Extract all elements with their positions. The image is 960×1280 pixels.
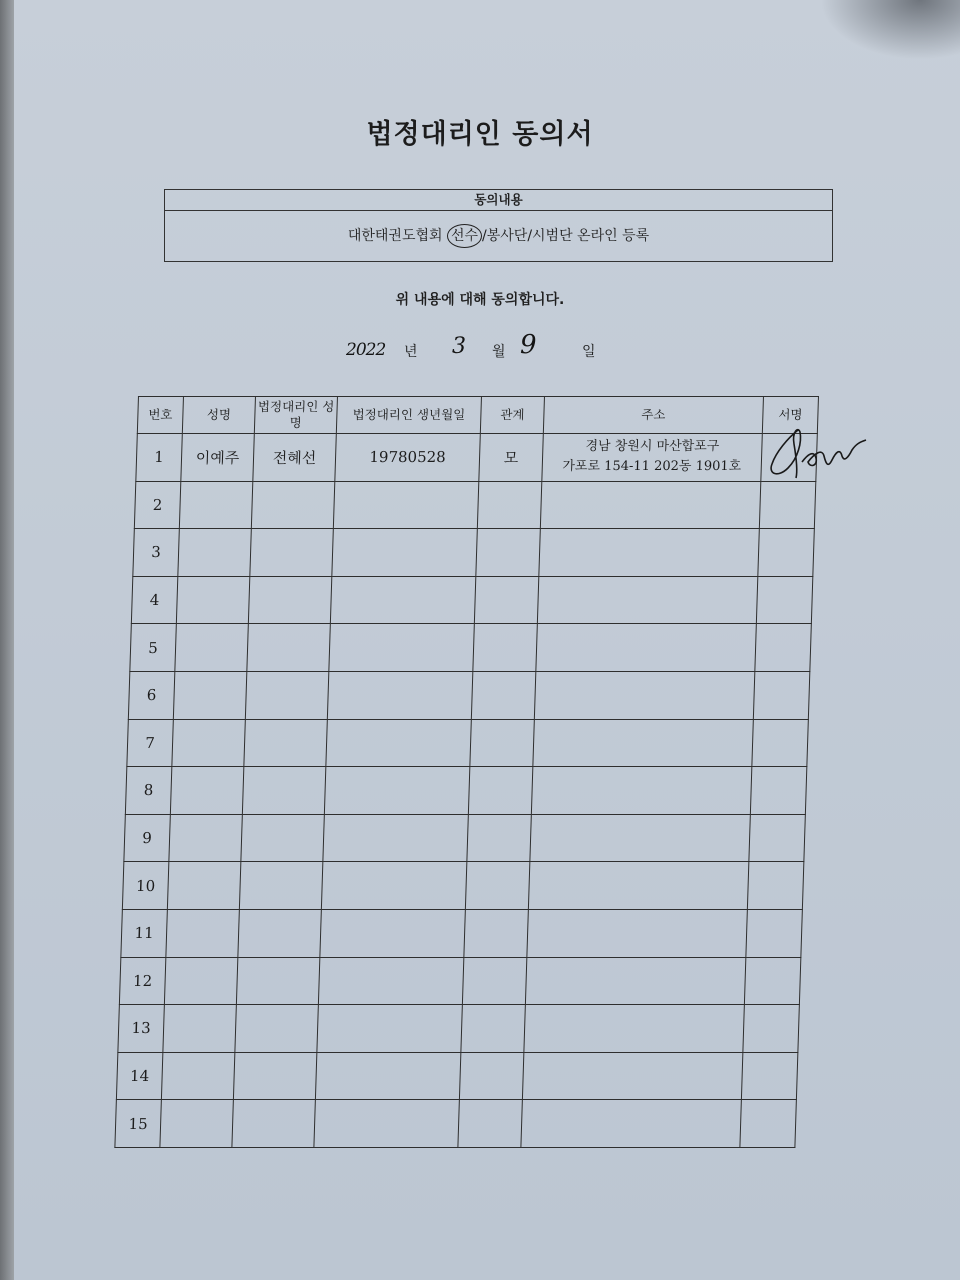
cell-guardian-birth (321, 862, 466, 910)
cell-address (537, 576, 757, 624)
cell-guardian-birth (323, 814, 468, 862)
cell-number: 3 (133, 529, 179, 577)
cell-guardian-birth (332, 529, 477, 577)
cell-signature (753, 671, 809, 719)
cell-name (176, 576, 249, 624)
header-number: 번호 (137, 397, 183, 434)
cell-relation (474, 576, 538, 624)
cell-address (521, 1100, 741, 1148)
page-edge-shadow (0, 0, 14, 1280)
cell-guardian-birth (327, 671, 472, 719)
cell-guardian-birth (314, 1100, 459, 1148)
cell-address (539, 529, 759, 577)
date-month-label: 월 (492, 344, 506, 360)
agree-statement: 위 내용에 대해 동의합니다. (395, 292, 565, 308)
cell-relation (471, 671, 535, 719)
cell-guardian-name (238, 909, 321, 957)
cell-address (522, 1052, 742, 1100)
cell-relation: 모 (479, 434, 543, 482)
cell-signature (749, 814, 805, 862)
consent-header: 동의내용 (165, 190, 832, 211)
cell-guardian-birth (330, 576, 475, 624)
cell-number: 12 (119, 957, 165, 1005)
date-day-value: 9 (520, 330, 537, 360)
table-row (134, 481, 815, 529)
table-row (118, 1005, 799, 1053)
cell-number: 15 (115, 1100, 161, 1148)
table-row (128, 671, 809, 719)
consent-content (165, 211, 832, 261)
cell-relation (473, 624, 537, 672)
cell-address (542, 434, 762, 482)
cell-address (527, 909, 747, 957)
cell-relation (461, 1005, 525, 1053)
cell-signature (740, 1100, 796, 1148)
table-row (131, 576, 812, 624)
cell-number: 1 (136, 434, 182, 482)
cell-name (166, 909, 239, 957)
cell-signature (746, 909, 802, 957)
cell-name (173, 671, 246, 719)
cell-guardian-name (239, 862, 322, 910)
cell-number: 7 (127, 719, 173, 767)
cell-guardian-birth (315, 1052, 460, 1100)
cell-address (528, 862, 748, 910)
table-row (136, 434, 817, 482)
cell-guardian-name (241, 814, 324, 862)
cell-relation (458, 1100, 522, 1148)
table-row (121, 909, 802, 957)
cell-address (540, 481, 760, 529)
cell-signature (744, 957, 800, 1005)
cell-number: 14 (116, 1052, 162, 1100)
header-address: 주소 (543, 397, 763, 434)
cell-address (525, 957, 745, 1005)
cell-guardian-birth (320, 909, 465, 957)
cell-name (178, 529, 251, 577)
cell-guardian-name (248, 576, 331, 624)
cell-relation (470, 719, 534, 767)
table-row (115, 1100, 796, 1148)
date-day-label: 일 (582, 344, 596, 360)
cell-guardian-name (251, 481, 334, 529)
circled-option: 선수 (447, 224, 482, 248)
header-guardian-name: 법정대리인 성명 (254, 397, 337, 434)
cell-signature (750, 767, 806, 815)
document-title: 법정대리인 동의서 (366, 119, 594, 150)
date-year-value: 2022 (346, 340, 386, 360)
cell-guardian-birth: 19780528 (335, 434, 480, 482)
cell-signature (752, 719, 808, 767)
cell-signature (759, 481, 815, 529)
cell-guardian-name (247, 624, 330, 672)
cell-guardian-name (244, 719, 327, 767)
cell-number: 5 (130, 624, 176, 672)
cell-name (175, 624, 248, 672)
cell-guardian-birth (329, 624, 474, 672)
cell-address (536, 624, 756, 672)
table-row (116, 1052, 797, 1100)
cell-guardian-name (235, 1005, 318, 1053)
cell-signature (743, 1005, 799, 1053)
cell-signature (741, 1052, 797, 1100)
consent-box (164, 189, 833, 262)
cell-guardian-name (250, 529, 333, 577)
cell-guardian-birth (318, 957, 463, 1005)
table-row (122, 862, 803, 910)
corner-shadow (820, 0, 960, 60)
cell-guardian-name: 전혜선 (253, 434, 336, 482)
consent-text-after: /봉사단/시범단 온라인 등록 (482, 228, 650, 244)
cell-number: 4 (131, 576, 177, 624)
cell-guardian-birth (326, 719, 471, 767)
cell-name: 이예주 (181, 434, 254, 482)
table-row (119, 957, 800, 1005)
signature-icon (758, 418, 878, 488)
date-year-label: 년 (404, 344, 418, 360)
table-row (133, 529, 814, 577)
cell-signature (756, 576, 812, 624)
cell-guardian-name (242, 767, 325, 815)
table-row (127, 719, 808, 767)
cell-name (169, 814, 242, 862)
address-line-2: 가포로 154-11 202동 1901호 (562, 459, 742, 475)
cell-name (160, 1100, 233, 1148)
header-relation: 관계 (480, 397, 544, 434)
cell-name (167, 862, 240, 910)
cell-guardian-name (245, 671, 328, 719)
cell-number: 11 (121, 909, 167, 957)
cell-signature (758, 529, 814, 577)
cell-name (163, 1005, 236, 1053)
address-line-1: 경남 창원시 마산합포구 (585, 439, 720, 455)
cell-name (170, 767, 243, 815)
cell-address (534, 671, 754, 719)
cell-number: 8 (125, 767, 171, 815)
date-month-value: 3 (452, 334, 466, 359)
cell-relation (464, 909, 528, 957)
cell-address (531, 767, 751, 815)
cell-signature (747, 862, 803, 910)
cell-number: 10 (122, 862, 168, 910)
cell-guardian-birth (317, 1005, 462, 1053)
guardian-table (114, 396, 819, 1148)
cell-relation (459, 1052, 523, 1100)
cell-address (530, 814, 750, 862)
cell-relation (462, 957, 526, 1005)
cell-number: 9 (124, 814, 170, 862)
cell-guardian-birth (324, 767, 469, 815)
cell-number: 6 (128, 671, 174, 719)
cell-address (533, 719, 753, 767)
cell-relation (467, 814, 531, 862)
guardian-table-wrap (113, 396, 860, 1180)
cell-relation (468, 767, 532, 815)
cell-guardian-name (232, 1100, 315, 1148)
cell-name (161, 1052, 234, 1100)
cell-number: 13 (118, 1005, 164, 1053)
table-row (130, 624, 811, 672)
header-guardian-birth: 법정대리인 생년월일 (336, 397, 481, 434)
header-name: 성명 (182, 397, 255, 434)
cell-relation (465, 862, 529, 910)
cell-guardian-name (236, 957, 319, 1005)
table-row (124, 814, 805, 862)
cell-number: 2 (134, 481, 180, 529)
cell-guardian-birth (333, 481, 478, 529)
table-header-row (137, 397, 818, 434)
cell-address (524, 1005, 744, 1053)
cell-relation (476, 529, 540, 577)
cell-signature (755, 624, 811, 672)
consent-text-before: 대한태권도협회 (347, 228, 447, 244)
cell-guardian-name (233, 1052, 316, 1100)
cell-relation (477, 481, 541, 529)
cell-name (172, 719, 245, 767)
cell-name (179, 481, 252, 529)
table-row (125, 767, 806, 815)
header-signature: 서명 (762, 397, 818, 434)
cell-name (164, 957, 237, 1005)
